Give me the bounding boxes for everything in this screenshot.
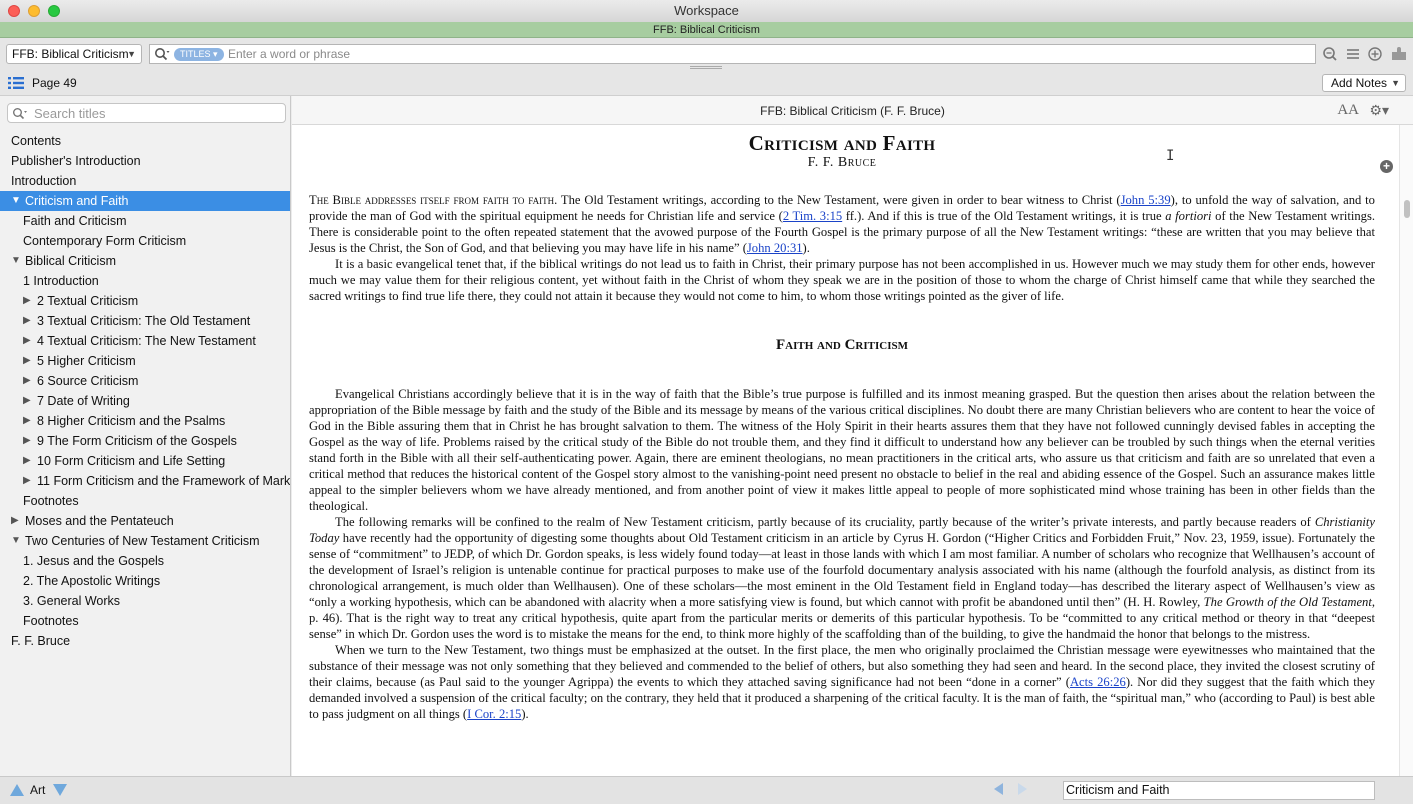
art-label: Art: [30, 783, 46, 797]
paragraph: [309, 642, 1375, 722]
window-title: Workspace: [674, 3, 739, 18]
toc-item[interactable]: [0, 471, 290, 491]
add-note-plus-icon[interactable]: +: [1380, 160, 1393, 173]
paragraph-text: The following remarks will be confined to the realm of New Testament criticism, partly because of its cruciality, partly because of the writer’s private interests, and partly because readers of: [335, 515, 1315, 529]
disclosure-closed-icon[interactable]: ▶: [23, 395, 31, 406]
paragraph: [309, 514, 1375, 642]
toolbar: [0, 38, 1413, 70]
search-input[interactable]: [228, 46, 1308, 62]
toc-item-label: Criticism and Faith: [25, 194, 129, 208]
next-arrow-icon[interactable]: [53, 784, 67, 796]
paragraph-text: ).: [802, 241, 810, 255]
disclosure-open-icon[interactable]: ▼: [11, 255, 21, 266]
scrollbar-thumb[interactable]: [1404, 200, 1410, 218]
scripture-link[interactable]: 2 Tim. 3:15: [782, 209, 843, 223]
disclosure-closed-icon[interactable]: ▶: [23, 475, 31, 486]
resource-select-label: FFB: Biblical Criticism: [12, 47, 129, 61]
toc-item-label: 8 Higher Criticism and the Psalms: [37, 414, 226, 428]
scripture-link[interactable]: John 20:31: [746, 241, 803, 255]
toc-item[interactable]: [0, 351, 290, 371]
toc-item-label: 11 Form Criticism and the Framework of Mark: [37, 474, 291, 488]
toc-item-label: Biblical Criticism: [25, 254, 116, 268]
lead-in-text: The Bible addresses itself from faith to faith.: [309, 193, 558, 207]
search-scope-label: TITLES: [180, 49, 211, 59]
article-scrollbar[interactable]: [1399, 125, 1413, 776]
toc-item[interactable]: [0, 511, 290, 531]
resource-select[interactable]: [6, 44, 142, 64]
toc-item[interactable]: [0, 611, 290, 631]
toc-item-label: 9 The Form Criticism of the Gospels: [37, 434, 237, 448]
paragraph-text: The Old Testament writings, according to the New Testament, were given in order to bear witness to Christ (: [557, 193, 1121, 207]
title-search-input[interactable]: [34, 105, 279, 121]
toc-item-label: Contents: [11, 134, 62, 148]
splitter-handle[interactable]: [690, 66, 722, 69]
chevron-down-icon: ▼: [1391, 78, 1400, 88]
paragraph: [309, 192, 1375, 256]
paragraph-text: When we turn to the New Testament, two things must be emphasized at the outset. In the first place, the men who originally proclaimed the Christian message were eyewitnesses who maintained that the substance of their message was not only something that they believed and commended to the belief of others, but also something they had seen and heard. In the second place, they invited the closest scrutiny of their claims, because (as Paul said to the younger Agrippa) the events to which they attached saving significance had not been “done in a corner” (: [309, 643, 1375, 689]
scripture-link[interactable]: John 5:39: [1120, 193, 1171, 207]
forward-arrow-icon[interactable]: [1018, 783, 1027, 795]
toc-item[interactable]: [0, 411, 290, 431]
paragraph-text: have recently had the opportunity of digesting some thoughts about Old Testament criticism in an article by Cyrus H. Gordon (“Higher Critics and Forbidden Fruit,” Nov. 23, 1959, issue). Fortunately the sense of “commitment” to JEDP, of which Dr. Gordon speaks, is less widely found today—at least in those lands with which I am most familiar. A number of scholars who recognize that Wellhausen’s account of the development of Israel’s religion is untenable continue for practical purposes to make use of the fourfold documentary analysis associated with his name (although the fourfold analysis, as distinct from its chronological arrangement, is much older than Wellhausen). One of these scholars—the most eminent in the Old Testament field in England today—has described the literary aspect of Wellhausen’s view as “only a working hypothesis, which can be abandoned with alacrity when a more satisfying view is found, but which cannot with profit be abandoned until then” (H. H. Rowley,: [309, 531, 1375, 609]
paragraph-text: ), to unfold the way of salvation, and to provide the man of God with the spiritual equipment he needs for Christian life and service (: [309, 193, 1375, 223]
toc-item[interactable]: [0, 431, 290, 451]
toc-item-label: Footnotes: [23, 494, 79, 508]
toc-item-label: 10 Form Criticism and Life Setting: [37, 454, 226, 468]
toc-item[interactable]: [0, 571, 290, 591]
add-notes-label: Add Notes: [1330, 76, 1387, 90]
toc-item[interactable]: [0, 271, 290, 291]
toc-item-label: 3 Textual Criticism: The Old Testament: [37, 314, 251, 328]
paragraph: It is a basic evangelical tenet that, if the biblical writings do not lead us to faith in Christ, their primary purpose has not been accomplished in us. However much we may study them for other ends, however much we may value them for their religious content, yet without faith in the Christ of whom they speak we are in the position of those to whom the charge of Christ himself came that while they searched the sacred writings to find true life there, they could not attain it because they would not come to him, to whom those writings pointed as the giver of life.: [309, 257, 1375, 303]
puzzle-icon[interactable]: [1389, 46, 1409, 62]
toc-item-label: Footnotes: [23, 614, 79, 628]
title-bar: [0, 0, 1413, 22]
chevron-down-icon: ▼: [127, 49, 136, 59]
disclosure-closed-icon[interactable]: ▶: [23, 415, 31, 426]
add-notes-button[interactable]: [1322, 74, 1406, 92]
italic-text: a fortiori: [1165, 209, 1212, 223]
resource-search-box: [149, 44, 1316, 64]
previous-arrow-icon[interactable]: [10, 784, 24, 796]
resource-title: FFB: Biblical Criticism (F. F. Bruce): [760, 104, 945, 118]
toc-item[interactable]: [0, 311, 290, 331]
toc-item[interactable]: [0, 231, 290, 251]
toc-item[interactable]: [0, 191, 290, 211]
toc-item-label: Introduction: [11, 174, 77, 188]
italic-text: The Growth of the Old Testament: [1203, 595, 1372, 609]
disclosure-open-icon[interactable]: ▼: [11, 195, 21, 206]
disclosure-open-icon[interactable]: ▼: [11, 535, 21, 546]
section-heading: Faith and Criticism: [775, 337, 908, 353]
toc-item[interactable]: [0, 371, 290, 391]
toc-item-label: 5 Higher Criticism: [37, 354, 136, 368]
paragraph-text: ff.). And if this is true of the Old Testament writings, it is true: [842, 209, 1166, 223]
disclosure-closed-icon[interactable]: ▶: [23, 335, 31, 346]
disclosure-closed-icon[interactable]: ▶: [23, 295, 31, 306]
toc-item[interactable]: [0, 551, 290, 571]
toc-item-label: 1 Introduction: [23, 274, 99, 288]
toc-item-label: 4 Textual Criticism: The New Testament: [37, 334, 256, 348]
toc-item[interactable]: [0, 631, 290, 651]
toc-item-label: Contemporary Form Criticism: [23, 234, 187, 248]
paragraph-text: ). Nor did they suggest that the faith which they demanded involved a suspension of the critical faculty; on the contrary, they held that it produced a sharpening of the critical faculty. It is the man of faith, the “spiritual man,” who (according to Paul) is best able to pass judgment on all things (: [309, 675, 1375, 721]
page-number: Page 49: [32, 76, 77, 90]
search-icon[interactable]: [154, 47, 170, 61]
toc-item-label: 3. General Works: [23, 594, 121, 608]
location-field[interactable]: Criticism and Faith: [1063, 781, 1375, 800]
toc-item-label: Two Centuries of New Testament Criticism: [25, 534, 260, 548]
minimize-window-button[interactable]: [28, 5, 40, 17]
toc-item-label: 2. The Apostolic Writings: [23, 574, 161, 588]
toc-item-label: 1. Jesus and the Gospels: [23, 554, 165, 568]
disclosure-closed-icon[interactable]: ▶: [11, 515, 19, 526]
magnifier-icon[interactable]: [1322, 46, 1338, 62]
add-circle-icon[interactable]: [1367, 46, 1383, 62]
article-author: F. F. Bruce: [807, 155, 877, 170]
disclosure-closed-icon[interactable]: ▶: [23, 435, 31, 446]
disclosure-closed-icon[interactable]: ▶: [23, 455, 31, 466]
search-scope-pill[interactable]: TITLES ▾: [174, 48, 224, 61]
scripture-link[interactable]: Acts 26:26: [1069, 675, 1126, 689]
toc-tree: [0, 131, 290, 651]
toc-item[interactable]: [0, 171, 290, 191]
list-lines-icon[interactable]: [1345, 46, 1361, 62]
toc-item-label: Faith and Criticism: [23, 214, 127, 228]
zoom-window-button[interactable]: [48, 5, 60, 17]
paragraph-text: ).: [521, 707, 529, 721]
toc-item-label: Moses and the Pentateuch: [25, 514, 174, 528]
disclosure-closed-icon[interactable]: ▶: [23, 355, 31, 366]
toc-item-label: Publisher's Introduction: [11, 154, 141, 168]
article-body: [309, 125, 1375, 722]
toc-item[interactable]: [0, 331, 290, 351]
toc-item[interactable]: [0, 251, 290, 271]
toc-sidebar: [0, 96, 291, 776]
toc-item-label: 7 Date of Writing: [37, 394, 130, 408]
title-search-box: [7, 103, 286, 123]
close-window-button[interactable]: [8, 5, 20, 17]
gear-icon[interactable]: ⚙▾: [1369, 102, 1389, 118]
disclosure-closed-icon[interactable]: ▶: [23, 375, 31, 386]
disclosure-closed-icon[interactable]: ▶: [23, 315, 31, 326]
resource-name-bar: FFB: Biblical Criticism: [0, 22, 1413, 38]
toc-item[interactable]: [0, 131, 290, 151]
toc-item[interactable]: [0, 151, 290, 171]
table-of-contents-icon[interactable]: [8, 76, 24, 90]
bottom-bar: [0, 776, 1413, 804]
article-view: [292, 125, 1399, 776]
toc-item[interactable]: [0, 451, 290, 471]
toc-item[interactable]: [0, 491, 290, 511]
toc-item-label: 6 Source Criticism: [37, 374, 139, 388]
content-header: [292, 96, 1413, 125]
italic-text: Christianity Today: [309, 515, 1375, 545]
text-cursor-icon: I: [1166, 148, 1175, 164]
paragraph-text: , p. 46). That is the right way to treat any critical hypothesis, quite apart from the particular merits or demerits of this particular hypothesis. To be “committed to any critical method or theory in that “deepest sense” in which Dr. Gordon uses the word is to mistake the means for the end, to think more highly of the scaffolding than of the building, to give the handmaid the honor that belongs to the mistress.: [309, 595, 1375, 641]
back-arrow-icon[interactable]: [994, 783, 1003, 795]
toc-item-label: F. F. Bruce: [11, 634, 71, 648]
scripture-link[interactable]: I Cor. 2:15: [467, 707, 522, 721]
page-bar: [0, 70, 1413, 96]
search-icon[interactable]: [12, 107, 28, 120]
toc-item[interactable]: [0, 291, 290, 311]
toc-item[interactable]: [0, 531, 290, 551]
toc-item[interactable]: [0, 591, 290, 611]
text-size-icon[interactable]: AA: [1337, 102, 1359, 118]
paragraph: Evangelical Christians accordingly believe that it is in the way of faith that the Bible’s true purpose is fulfilled and its inmost meaning grasped. But the question then arises about the relation between the appropriation of the Bible message by faith and the study of the Bible and its message by means of the various critical disciplines. No doubt there are many Christian believers who are content to hear the voice of God in the Bible assuring them that in Christ he has brought salvation to them. The witness of the Holy Spirit in their hearts assures them that they have not followed cunningly devised fables in accepting the Gospel as the way of life. Problems raised by the critical study of the Bible do not trouble them, and they find it difficult to understand how any believer can be troubled by such things when the eternal verities stand forth in the Bible with all their self-authenticating power. Again, there are eminent theologians, no mean practitioners in the critical arts, who assure us that criticism and faith are so unrelated that even a critical method that reduces the historical content of the Gospel story almost to the vanishing-point need present no obstacle to belief in the real and abiding essence of the Gospel. Such an assurance makes little appeal to the simpler believers whom we have already mentioned, and from another point of view it makes little appeal to people of more sophisticated mind whose training has been in other fields than the theological.: [309, 387, 1375, 513]
article-heading: Criticism and Faith: [748, 131, 936, 155]
toc-item[interactable]: [0, 391, 290, 411]
toc-item-label: 2 Textual Criticism: [37, 294, 139, 308]
toc-item[interactable]: [0, 211, 290, 231]
paragraph-text: of the New Testament writings. There is considerable point to the often repeated statement that the avowed purpose of the Fourth Gospel is the primary purpose of all the New Testament writings: “these are written that you may believe that Jesus is the Christ, the Son of God, and that believing you may have life in his name” (: [309, 209, 1375, 255]
